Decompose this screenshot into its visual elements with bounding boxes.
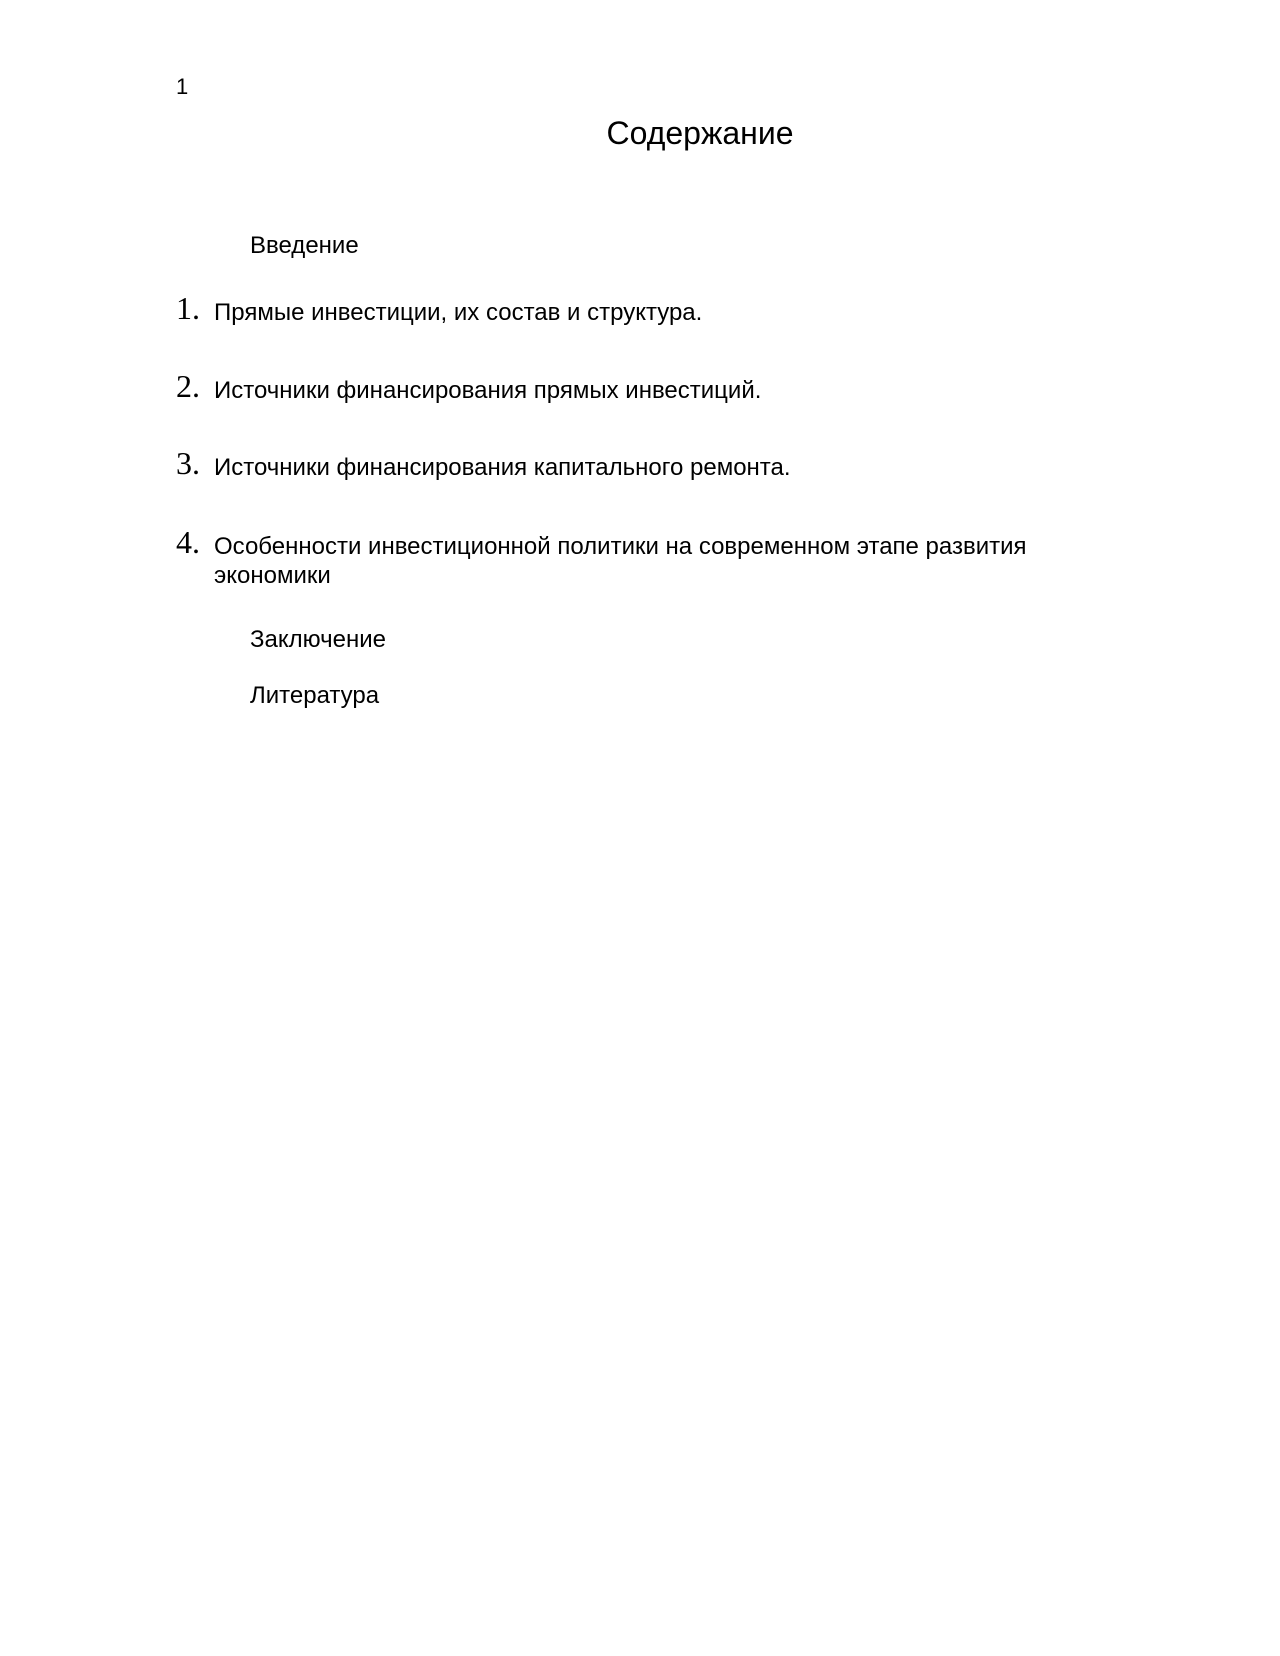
toc-item-2: [176, 370, 1096, 405]
toc-item-number: 3.: [176, 445, 200, 481]
toc-entry-conclusion: Заключение: [250, 626, 386, 653]
toc-item-4: [176, 526, 1096, 590]
page-number: 1: [176, 74, 189, 99]
toc-item-text: Источники финансирования капитального ремонта.: [214, 454, 791, 481]
toc-item-text: Особенности инвестиционной политики на современном этапе развития экономики: [214, 533, 1027, 589]
toc-entry-intro: Введение: [250, 232, 359, 259]
toc-item-3: [176, 447, 1096, 482]
toc-item-1: [176, 292, 1096, 327]
toc-item-number: 1.: [176, 290, 200, 326]
page-title: Содержание: [606, 115, 794, 151]
toc-entry-literature: Литература: [250, 682, 380, 709]
toc-item-text: Прямые инвестиции, их состав и структура.: [214, 299, 703, 326]
toc-item-text: Источники финансирования прямых инвестиций.: [214, 377, 762, 404]
toc-item-number: 4.: [176, 524, 200, 560]
toc-item-number: 2.: [176, 368, 200, 404]
